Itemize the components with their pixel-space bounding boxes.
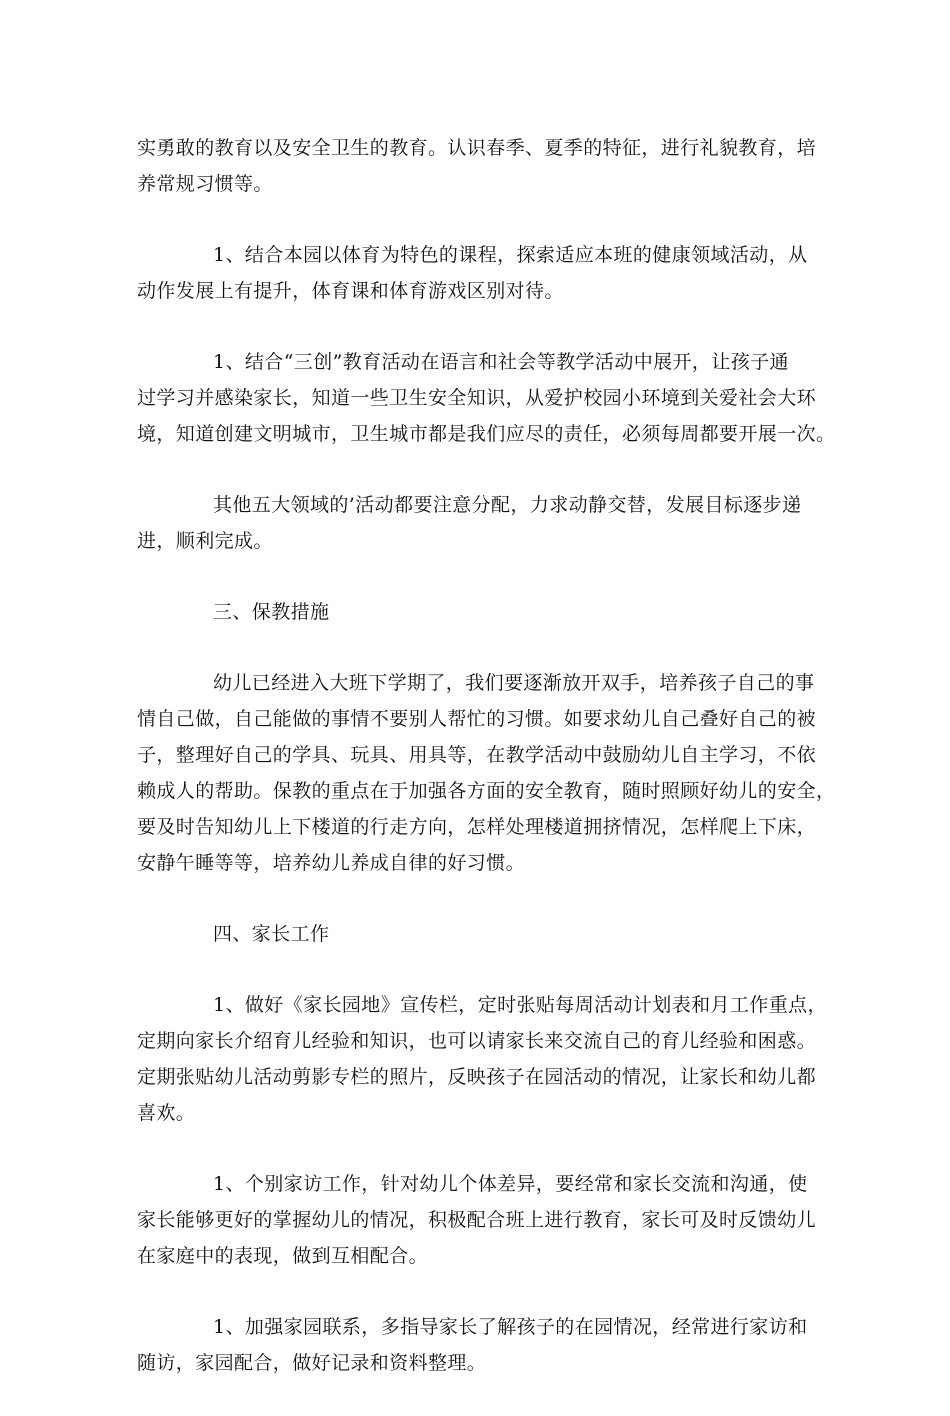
text-line: 养常规习惯等。 xyxy=(137,173,273,195)
text-line: 动作发展上有提升，体育课和体育游戏区别对待。 xyxy=(137,280,564,302)
text-line: 在家庭中的表现，做到互相配合。 xyxy=(137,1245,429,1267)
text-line: 喜欢。 xyxy=(137,1102,196,1124)
text-line: 安静午睡等等，培养幼儿养成自律的好习惯。 xyxy=(137,852,526,874)
paragraph-parent-board xyxy=(137,987,827,1131)
paragraph-health-activities xyxy=(137,237,819,309)
text-line: 1、结合“三创”教育活动在语言和社会等教学活动中展开，让孩子通 xyxy=(213,351,789,373)
paragraph-education-content xyxy=(137,130,819,202)
paragraph-care-measures xyxy=(137,665,836,881)
text-line: 实勇敢的教育以及安全卫生的教育。认识春季、夏季的特征，进行礼貌教育，培 xyxy=(137,137,817,159)
paragraph-five-domains xyxy=(137,487,819,559)
text-line: 幼儿已经进入大班下学期了，我们要逐渐放开双手，培养孩子自己的事 xyxy=(213,672,815,694)
text-line: 境，知道创建文明城市，卫生城市都是我们应尽的责任，必须每周都要开展一次。 xyxy=(137,423,836,445)
paragraph-home-school-contact xyxy=(137,1309,819,1381)
text-line: 1、个别家访工作，针对幼儿个体差异，要经常和家长交流和沟通，使 xyxy=(213,1173,808,1195)
section-heading: 三、保教措施 xyxy=(213,601,330,623)
section-heading-parent-work xyxy=(137,916,819,952)
text-line: 1、加强家园联系，多指导家长了解孩子的在园情况，经常进行家访和 xyxy=(213,1316,808,1338)
paragraph-three-creation xyxy=(137,344,836,452)
text-line: 进，顺利完成。 xyxy=(137,530,273,552)
text-line: 定期向家长介绍育儿经验和知识，也可以请家长来交流自己的育儿经验和困惑。 xyxy=(137,1030,817,1052)
text-line: 1、结合本园以体育为特色的课程，探索适应本班的健康领域活动，从 xyxy=(213,244,808,266)
text-line: 子，整理好自己的学具、玩具、用具等，在教学活动中鼓励幼儿自主学习，不依 xyxy=(137,744,817,766)
text-line: 赖成人的帮助。保教的重点在于加强各方面的安全教育，随时照顾好幼儿的安全， xyxy=(137,780,836,802)
section-heading-care-measures xyxy=(137,594,819,630)
paragraph-home-visits xyxy=(137,1166,819,1274)
text-line: 要及时告知幼儿上下楼道的行走方向，怎样处理楼道拥挤情况，怎样爬上下床， xyxy=(137,816,817,838)
document-page xyxy=(137,130,836,1416)
text-line: 随访，家园配合，做好记录和资料整理。 xyxy=(137,1352,487,1374)
text-line: 情自己做，自己能做的事情不要别人帮忙的习惯。如要求幼儿自己叠好自己的被 xyxy=(137,708,817,730)
text-line: 其他五大领域的’活动都要注意分配，力求动静交替，发展目标逐步递 xyxy=(213,494,802,516)
text-line: 家长能够更好的掌握幼儿的情况，积极配合班上进行教育，家长可及时反馈幼儿 xyxy=(137,1209,817,1231)
text-line: 定期张贴幼儿活动剪影专栏的照片，反映孩子在园活动的情况，让家长和幼儿都 xyxy=(137,1066,817,1088)
text-line: 过学习并感染家长，知道一些卫生安全知识，从爱护校园小环境到关爱社会大环 xyxy=(137,387,817,409)
text-line: 1、做好《家长园地》宣传栏，定时张贴每周活动计划表和月工作重点， xyxy=(213,994,827,1016)
section-heading: 四、家长工作 xyxy=(213,923,330,945)
